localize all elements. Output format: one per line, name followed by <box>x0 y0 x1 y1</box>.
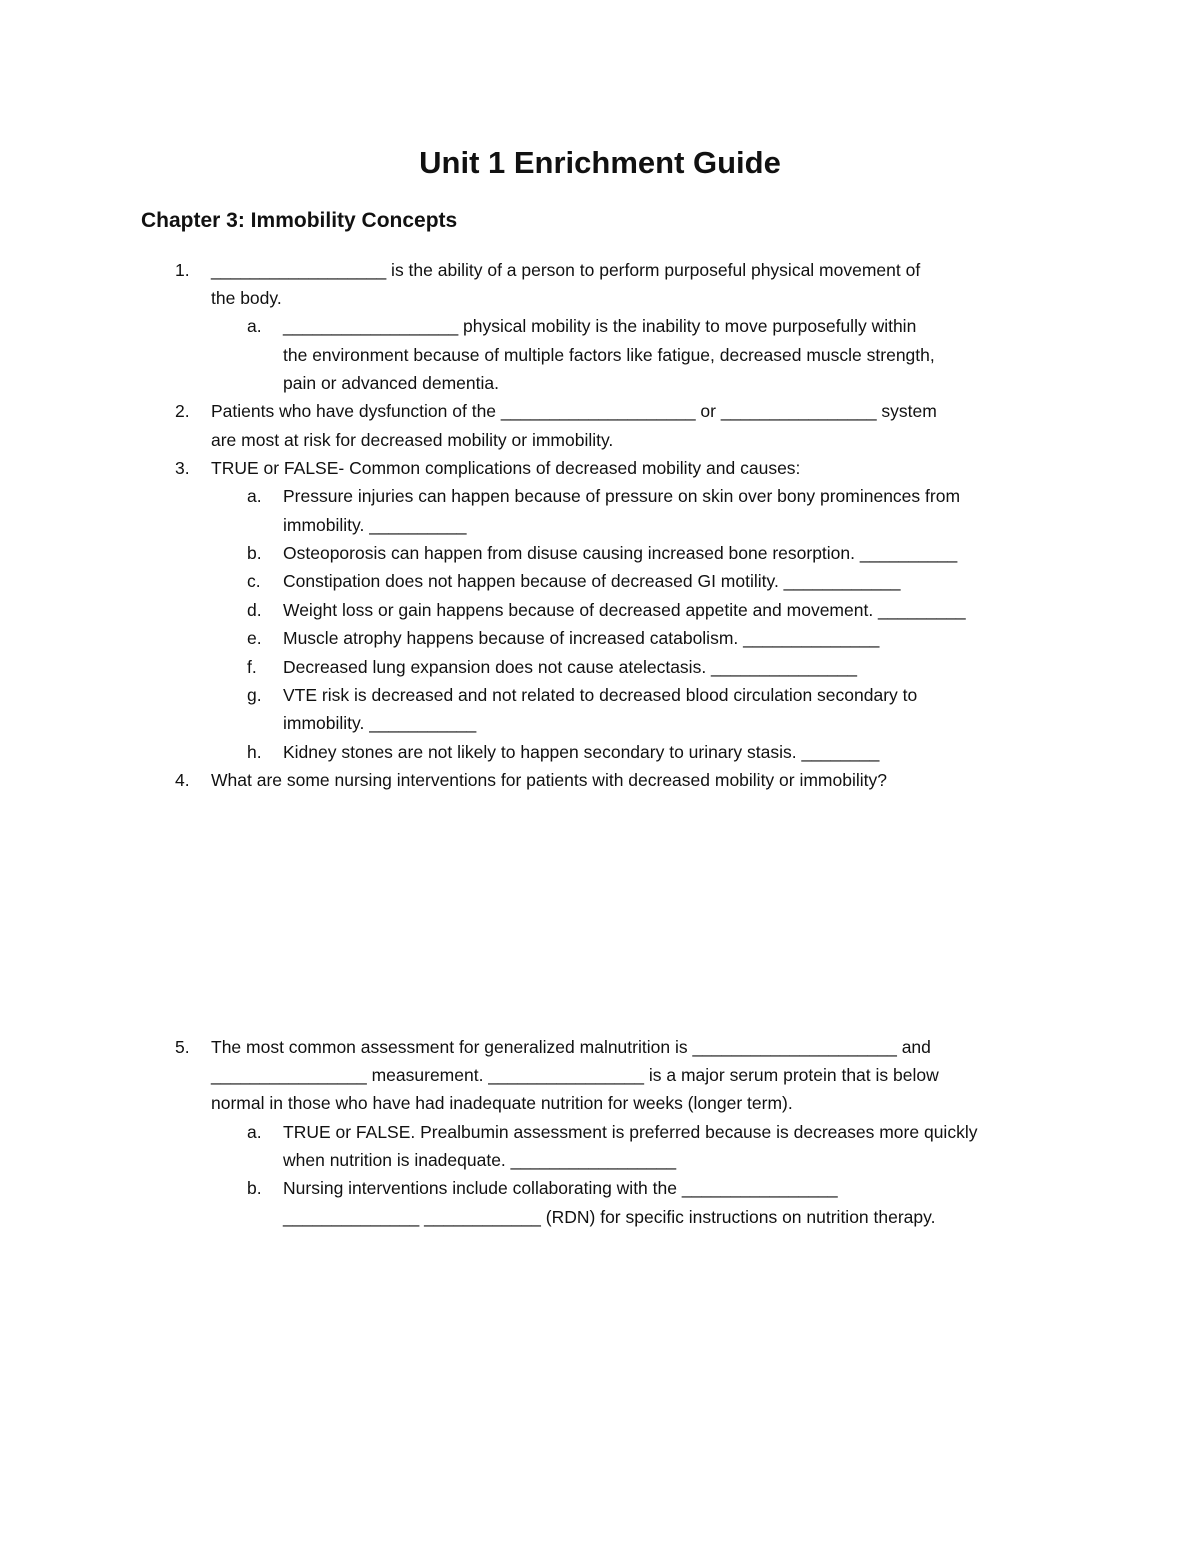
question-number: 5. <box>175 1037 190 1057</box>
sub-item-text: immobility. __________ <box>283 515 467 535</box>
sub-item-text: Decreased lung expansion does not cause atelectasis. _______________ <box>283 657 858 677</box>
sub-item-text: Constipation does not happen because of decreased GI motility. ____________ <box>283 571 901 591</box>
sub-item-text: Osteoporosis can happen from disuse causing increased bone resorption. __________ <box>283 543 958 563</box>
question-text: TRUE or FALSE- Common complications of decreased mobility and causes: <box>211 458 801 478</box>
question-number: 1. <box>175 260 190 280</box>
sub-item-text: immobility. ___________ <box>283 713 477 733</box>
sub-item-letter: a. <box>247 316 262 336</box>
sub-item-text: Kidney stones are not likely to happen secondary to urinary stasis. ________ <box>283 742 880 762</box>
sub-item-letter: b. <box>247 543 262 563</box>
question-text: the body. <box>211 288 282 308</box>
sub-item-letter: b. <box>247 1178 262 1198</box>
question-text: are most at risk for decreased mobility or immobility. <box>211 430 614 450</box>
sub-item-letter: e. <box>247 628 262 648</box>
question-text: __________________ is the ability of a person to perform purposeful physical movement of <box>211 260 921 280</box>
sub-item-letter: d. <box>247 600 262 620</box>
sub-item-text: VTE risk is decreased and not related to decreased blood circulation secondary to <box>283 685 918 705</box>
sub-item-text: when nutrition is inadequate. _________________ <box>283 1150 677 1170</box>
question-text: The most common assessment for generalized malnutrition is _____________________ and <box>211 1037 931 1057</box>
document-title: Unit 1 Enrichment Guide <box>419 145 781 180</box>
sub-item-text: Weight loss or gain happens because of decreased appetite and movement. _________ <box>283 600 966 620</box>
sub-item-text: TRUE or FALSE. Prealbumin assessment is preferred because is decreases more quickly <box>283 1122 978 1142</box>
question-text: normal in those who have had inadequate nutrition for weeks (longer term). <box>211 1093 793 1113</box>
sub-item-text: the environment because of multiple factors like fatigue, decreased muscle strength, <box>283 345 935 365</box>
sub-item-text: pain or advanced dementia. <box>283 373 499 393</box>
sub-item-letter: g. <box>247 685 262 705</box>
sub-item-text: Pressure injuries can happen because of pressure on skin over bony prominences from <box>283 486 961 506</box>
sub-item-letter: h. <box>247 742 262 762</box>
sub-item-text: __________________ physical mobility is the inability to move purposefully within <box>283 316 917 336</box>
sub-item-letter: c. <box>247 571 261 591</box>
question-number: 3. <box>175 458 190 478</box>
question-text: ________________ measurement. ________________ is a major serum protein that is below <box>211 1065 939 1085</box>
chapter-heading: Chapter 3: Immobility Concepts <box>141 209 458 232</box>
question-number: 2. <box>175 401 190 421</box>
sub-item-text: Nursing interventions include collaborating with the ________________ <box>283 1178 838 1198</box>
sub-item-letter: a. <box>247 1122 262 1142</box>
sub-item-text: Muscle atrophy happens because of increased catabolism. ______________ <box>283 628 880 648</box>
sub-item-letter: a. <box>247 486 262 506</box>
question-text: What are some nursing interventions for patients with decreased mobility or immobility? <box>211 770 887 790</box>
question-number: 4. <box>175 770 190 790</box>
sub-item-letter: f. <box>247 657 257 677</box>
sub-item-text: ______________ ____________ (RDN) for specific instructions on nutrition therapy. <box>283 1207 936 1227</box>
question-text: Patients who have dysfunction of the ____________________ or ________________ system <box>211 401 937 421</box>
